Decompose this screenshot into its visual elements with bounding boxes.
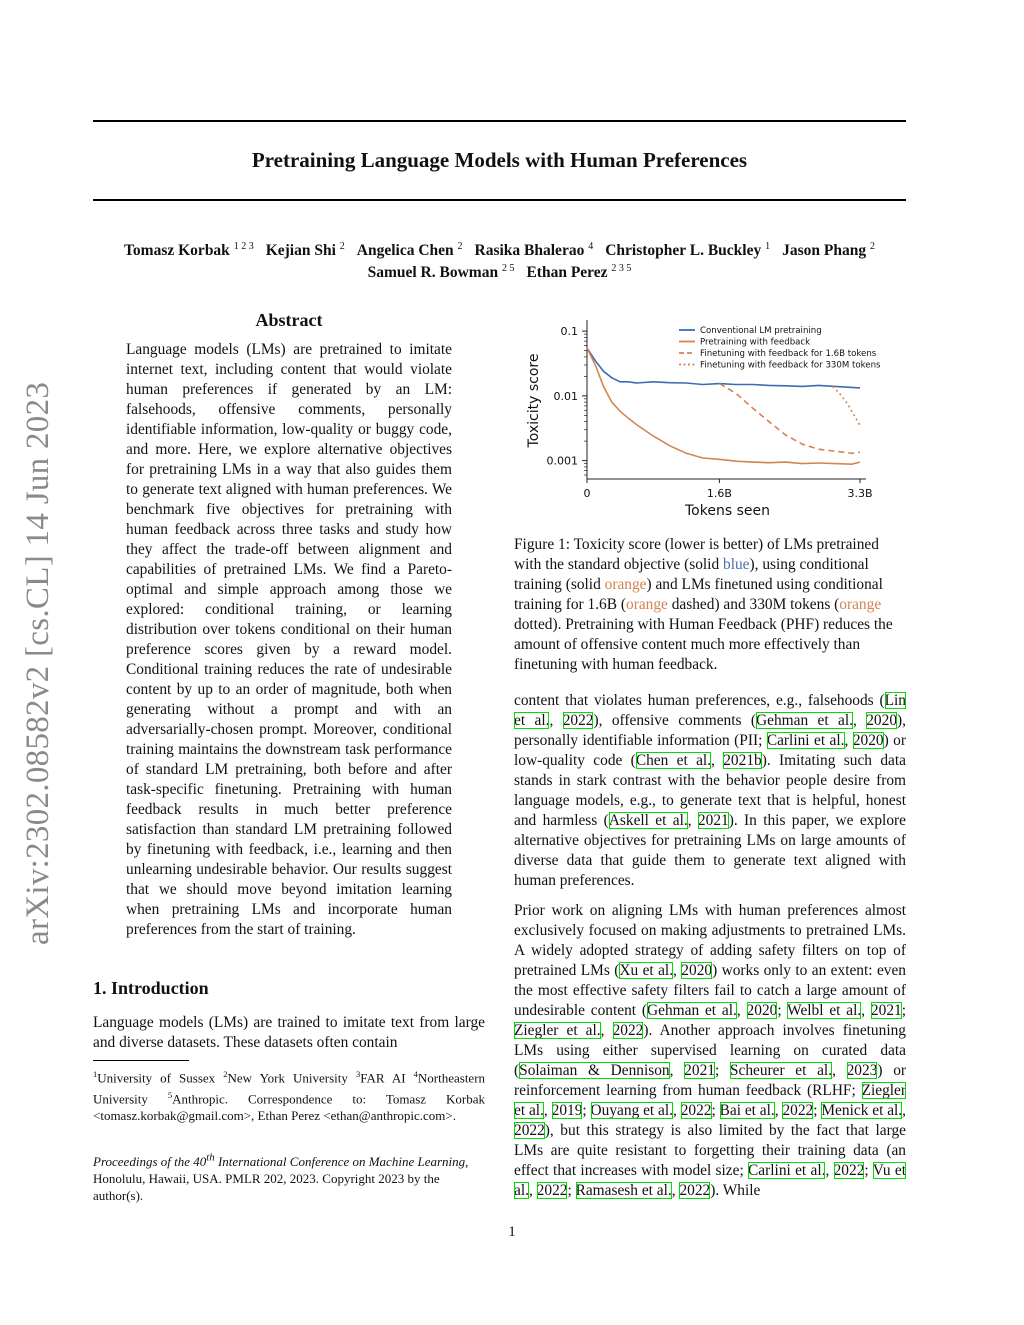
author-affiliation-marks: 2 — [869, 241, 875, 252]
author-line2-1 — [526, 264, 631, 281]
author-line2-0 — [368, 264, 515, 281]
caption-orange-word-3: orange — [839, 596, 882, 613]
citation-link[interactable]: 2021 — [697, 812, 729, 829]
citation-link[interactable]: 2019 — [551, 1102, 583, 1119]
citation-link[interactable]: Chen et al. — [635, 752, 712, 769]
footnote-rule — [93, 1060, 189, 1061]
paragraph-text: ), offensive comments ( — [593, 712, 756, 729]
citation-link[interactable]: Carlini et al. — [766, 732, 845, 749]
y-tick-label: 0.001 — [546, 454, 578, 468]
aff-4: Northeastern University — [93, 1070, 486, 1107]
citation-link[interactable]: 2021b — [723, 752, 762, 769]
citation-link[interactable]: Vu et al. — [514, 1162, 906, 1199]
citation-link[interactable]: 2023 — [846, 1062, 878, 1079]
citation-link[interactable]: 2022 — [514, 1122, 545, 1139]
citation-link[interactable]: Welbl et al. — [787, 1002, 862, 1019]
caption-part-4: dashed) and 330M tokens ( — [667, 596, 840, 613]
citation-link[interactable]: Bai et al. — [719, 1102, 775, 1119]
author-name: Samuel R. Bowman — [367, 264, 499, 282]
paragraph-text: , — [528, 1182, 537, 1199]
author-name: Angelica Chen — [356, 242, 454, 260]
author-affiliation-marks: 2 3 5 — [611, 263, 632, 274]
paragraph-text: , — [832, 1062, 847, 1079]
author-line1-3 — [475, 242, 594, 259]
paragraph-text: ) or reinforcement learning from human feedback (RLHF; — [514, 1062, 907, 1099]
right-paragraph-2 — [514, 901, 906, 1201]
citation-link[interactable]: Askell et al. — [608, 812, 688, 829]
citation-link[interactable]: 2020 — [866, 712, 898, 729]
legend-entry: Conventional LM pretraining — [700, 326, 822, 336]
citation-link[interactable]: 2021 — [684, 1062, 715, 1079]
paragraph-text: , — [549, 712, 563, 729]
title-bottom-rule — [93, 199, 906, 201]
paragraph-text: , — [736, 1002, 747, 1019]
caption-blue-word: blue — [723, 556, 750, 573]
figure-1-caption — [514, 535, 906, 675]
aff-3: FAR AI — [360, 1070, 406, 1086]
author-name: Ethan Perez — [526, 264, 608, 282]
caption-part-2: ), using conditional training (solid — [514, 556, 869, 593]
paper-title: Pretraining Language Models with Human Preferences — [251, 148, 748, 172]
paragraph-text: , — [687, 812, 698, 829]
caption-orange-word-2: orange — [626, 596, 668, 613]
author-affiliation-marks: 2 5 — [501, 263, 515, 274]
citation-link[interactable]: Ramasesh et al. — [575, 1182, 672, 1199]
paragraph-text: , — [825, 1162, 834, 1179]
paragraph-text: ), personally identifiable information (PII; — [514, 712, 906, 749]
citation-link[interactable]: 2020 — [746, 1002, 778, 1019]
right-paragraph-1 — [514, 691, 906, 891]
paragraph-text: ; — [714, 1062, 730, 1079]
abstract-text: Language models (LMs) are pretrained to imitate internet text, including content that would violate human preferences if generated by an LM: falsehoods, offensive comments, personally identifiable information, low-quality or buggy code, and more. Here, we explore alternative objectives for pretraining LMs in a way that also guides them to generate text aligned with human preferences. We benchmark five objectives for pretraining with human feedback across three tasks and study how they affect the trade-off between alignment and capabilities of pretrained LMs. We find a Pareto-optimal and simple approach among those we explored: conditional training, or learning distribution over tokens conditional on their human preference scores given by a reward model. Conditional training reduces the rate of undesirable content by up to an order of magnitude, both when generating without a prompt and with an adversarially-chosen prompt. Moreover, conditional training maintains the downstream task performance of standard LM pretraining, both before and after task-specific finetuning. Pretraining with human feedback results in much better preference satisfaction than standard LM pretraining followed by finetuning with feedback, i.e., learning and then unlearning undesirable behavior. Our results suggest that we should move beyond imitation learning when pretraining LMs and incorporate human preferences from the start of training. — [126, 341, 452, 938]
series-line-3 — [833, 386, 860, 425]
citation-link[interactable]: 2022 — [679, 1182, 711, 1199]
legend-entry: Finetuning with feedback for 330M tokens — [700, 360, 881, 371]
section-heading-introduction: 1. Introduction — [93, 978, 209, 998]
proceedings-italic-b: International Conference on Machine Learning — [214, 1154, 466, 1170]
author-affiliation-marks: 4 — [588, 241, 594, 252]
paragraph-text: ; — [813, 1102, 822, 1119]
proceedings-rest: , Honolulu, Hawaii, USA. PMLR 202, 2023. Copyright 2023 by the author(s). — [93, 1154, 469, 1204]
proceedings-italic-a: Proceedings of the 40 — [93, 1154, 207, 1170]
y-axis-label: Toxicity score — [526, 353, 542, 448]
paragraph-text: ; — [582, 1102, 591, 1119]
author-line1-4 — [605, 242, 770, 259]
caption-part-3: ) and LMs finetuned using conditional training for 1.6B ( — [514, 576, 883, 613]
toxicity-chart — [515, 312, 905, 524]
citation-link[interactable]: Carlini et al. — [748, 1162, 826, 1179]
citation-link[interactable]: 2022 — [612, 1022, 644, 1039]
paragraph-text: , — [673, 962, 682, 979]
intro-paragraph: Language models (LMs) are trained to imitate text from large and diverse datasets. These datasets often contain — [93, 1014, 485, 1051]
aff-2: New York University — [227, 1070, 348, 1086]
paragraph-text: ). Another approach involves finetuning LMs using either supervised learning on curated data ( — [514, 1022, 906, 1079]
citation-link[interactable]: Lin et al. — [514, 692, 906, 729]
author-line1-2 — [357, 242, 463, 259]
paragraph-text: , — [902, 1102, 907, 1119]
paragraph-text: , — [861, 1002, 871, 1019]
citation-link[interactable]: 2022 — [782, 1102, 814, 1119]
top-rule — [93, 120, 906, 122]
proceedings-note — [93, 1150, 485, 1204]
paragraph-text: ; — [901, 1002, 906, 1019]
paragraph-text: Prior work on aligning LMs with human preferences almost exclusively focused on making adjustments to pretrained LMs. A widely adopted strategy of adding safety filters on top of pretrained LMs ( — [514, 902, 906, 979]
paragraph-text: , — [844, 732, 853, 749]
author-line1-0 — [124, 242, 254, 259]
correspondence: Correspondence to: Tomasz Korbak <tomasz.korbak@gmail.com>, Ethan Perez <ethan@anthropic.com>. — [93, 1091, 485, 1123]
caption-orange-word-1: orange — [604, 576, 647, 593]
author-name: Tomasz Korbak — [124, 242, 230, 260]
paragraph-text: , — [711, 752, 724, 769]
paragraph-text: ; — [567, 1182, 576, 1199]
author-line1-5 — [782, 242, 875, 259]
citation-link[interactable]: 2020 — [681, 962, 713, 979]
citation-link[interactable]: 2022 — [536, 1182, 568, 1199]
paragraph-text: , — [671, 1182, 680, 1199]
paragraph-text: ; — [777, 1002, 788, 1019]
citation-link[interactable]: 2020 — [852, 732, 884, 749]
x-tick-label: 0 — [583, 487, 591, 500]
citation-link[interactable]: 2022 — [680, 1102, 712, 1119]
author-list-line2 — [93, 258, 906, 283]
x-tick-label: 3.3B — [847, 487, 873, 500]
paragraph-text: ) or low-quality code ( — [514, 732, 906, 769]
proceedings-sup: th — [206, 1152, 215, 1164]
paragraph-text: , — [543, 1102, 552, 1119]
citation-link[interactable]: Gehman et al. — [647, 1002, 737, 1019]
paragraph-text: ), but this strategy is also limited by the fact that large LMs are quite resistant to forgetting their training data (an effect that increases with model size; — [514, 1122, 906, 1179]
series-line-2 — [719, 384, 860, 454]
citation-link[interactable]: Solaiman & Dennison — [519, 1062, 670, 1079]
author-affiliation-marks: 1 2 3 — [233, 241, 254, 252]
paragraph-text: , — [600, 1022, 613, 1039]
y-tick-label: 0.1 — [560, 325, 578, 339]
citation-link[interactable]: 2022 — [562, 712, 594, 729]
y-tick-label: 0.01 — [553, 389, 578, 403]
paragraph-text: ). While — [710, 1182, 761, 1199]
paragraph-text: , — [673, 1102, 681, 1119]
caption-part-5: dotted). Pretraining with Human Feedback (PHF) reduces the amount of offensive content much more effectively than finetuning with human feedback. — [514, 616, 893, 673]
paragraph-text: , — [774, 1102, 783, 1119]
paragraph-text: , — [669, 1062, 685, 1079]
author-line1-1 — [266, 242, 345, 259]
citation-link[interactable]: Xu et al. — [619, 962, 674, 979]
citation-link[interactable]: 2022 — [833, 1162, 865, 1179]
paragraph-text: , — [852, 712, 867, 729]
author-affiliation-marks: 2 — [339, 241, 345, 252]
paragraph-text: ) works only to an extent: even the most effective safety filters fail to catch a large amount of undesirable content ( — [514, 962, 906, 1019]
paragraph-text: ; — [711, 1102, 720, 1119]
paragraph-text: content that violates human preferences, e.g., falsehoods ( — [514, 692, 885, 709]
x-tick-label: 1.6B — [706, 487, 732, 500]
caption-part-1: Figure 1: Toxicity score (lower is better) of LMs pretrained with the standard objective (solid — [514, 536, 879, 573]
citation-link[interactable]: Ziegler et al. — [514, 1082, 906, 1119]
page-number: 1 — [508, 1224, 516, 1240]
citation-link[interactable]: 2021 — [870, 1002, 902, 1019]
author-name: Rasika Bhalerao — [474, 242, 585, 260]
citation-link[interactable]: Gehman et al. — [756, 712, 853, 729]
author-name: Jason Phang — [782, 242, 867, 260]
author-affiliation-marks: 2 — [457, 241, 463, 252]
aff-1: University of Sussex — [97, 1070, 216, 1086]
paragraph-text: ). In this paper, we explore alternative objectives for pretraining LMs on large amounts of diverse data that guide them to generate text aligned with human preferences. — [514, 812, 906, 889]
author-name: Kejian Shi — [265, 242, 336, 260]
citation-link[interactable]: Scheurer et al. — [729, 1062, 833, 1079]
x-axis-label: Tokens seen — [685, 503, 770, 519]
affiliation-footnote: $^1$University of Sussex $^2$New York University $^3$FAR AI $^4$Northeastern University $^5$Anthropic. Correspondence to: Tomasz Korbak <tomasz.korbak@gmail.com>, Ethan Perez <ethan@anthropic.com>. — [93, 1069, 486, 1123]
paragraph-text: ). Imitating such data stands in stark contrast with the behavior people desire from language models, e.g., to generate text that is helpful, honest and harmless ( — [514, 752, 906, 829]
author-name: Christopher L. Buckley — [605, 242, 762, 260]
author-affiliation-marks: 1 — [765, 241, 771, 252]
legend-entry: Pretraining with feedback — [700, 337, 811, 348]
aff-5: Anthropic. — [172, 1091, 229, 1107]
citation-link[interactable]: Menick et al. — [821, 1102, 903, 1119]
arxiv-identifier: arXiv:2302.08582v2 [cs.CL] 14 Jun 2023 — [20, 381, 56, 945]
paragraph-text: ; — [864, 1162, 873, 1179]
citation-link[interactable]: Ouyang et al. — [590, 1102, 674, 1119]
abstract-heading: Abstract — [255, 310, 323, 330]
citation-link[interactable]: Ziegler et al. — [514, 1022, 601, 1039]
legend-entry: Finetuning with feedback for 1.6B tokens — [700, 349, 877, 359]
